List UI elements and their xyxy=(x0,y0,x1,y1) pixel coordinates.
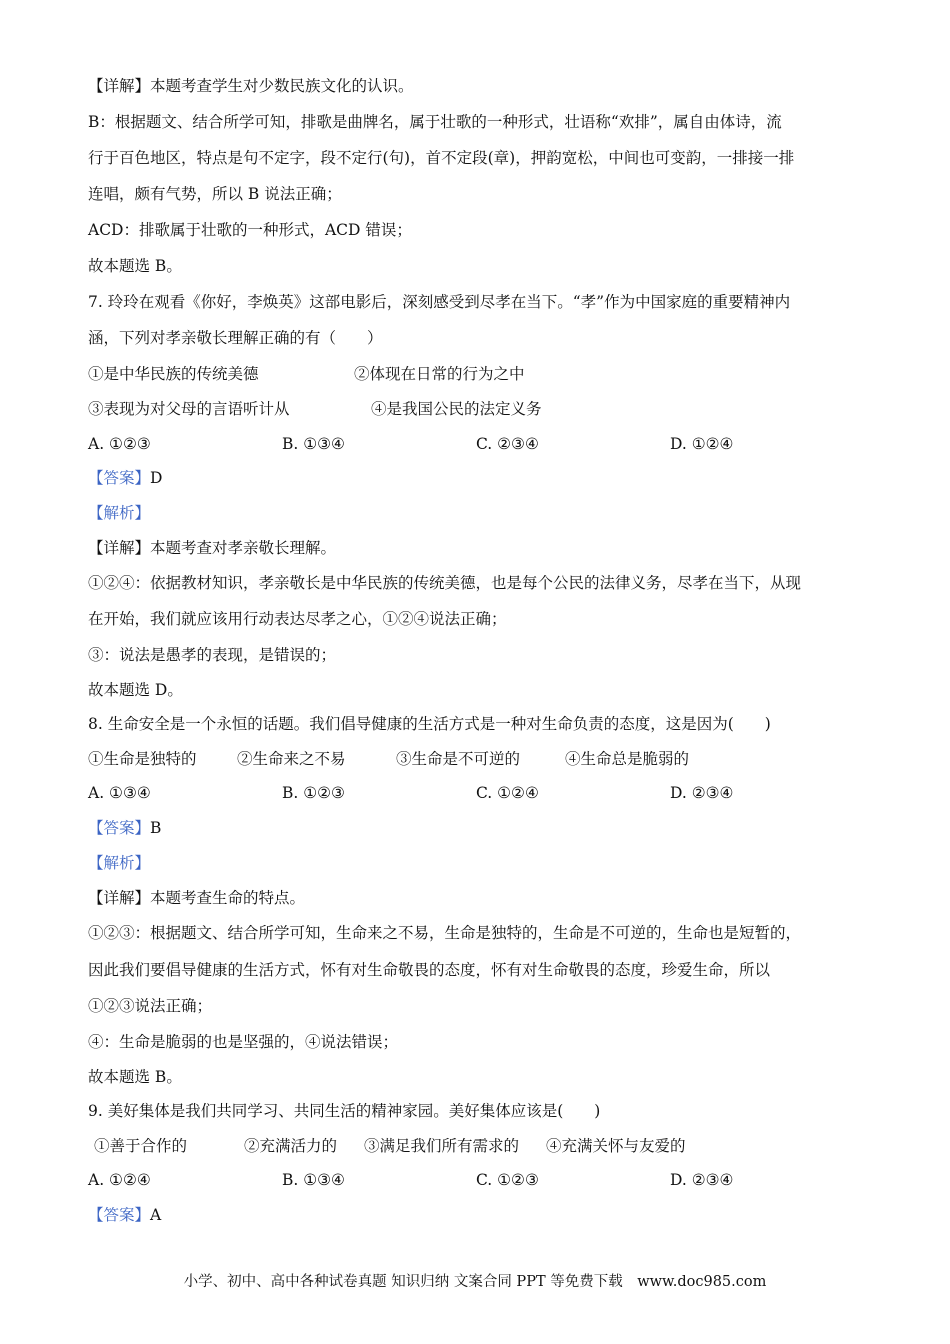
q9-item-1: ①善于合作的 xyxy=(94,1137,188,1155)
q7-detail: 【详解】本题考查对孝亲敬长理解。 xyxy=(88,539,337,557)
answer-label: 【答案】 xyxy=(88,1206,151,1224)
q9-answer: 【答案】A xyxy=(88,1206,162,1224)
q9-option-c: C. ①②③ xyxy=(476,1171,539,1189)
q6-detail: 【详解】本题考查学生对少数民族文化的认识。 xyxy=(88,77,414,95)
q9-item-2: ②充满活力的 xyxy=(244,1137,338,1155)
q8-conclusion: 故本题选 B。 xyxy=(88,1068,182,1086)
q9-item-3: ③满足我们所有需求的 xyxy=(364,1137,520,1155)
q9-stem: 9. 美好集体是我们共同学习、共同生活的精神家园。美好集体应该是( ) xyxy=(88,1102,601,1120)
q8-analysis-line4: ④：生命是脆弱的也是坚强的，④说法错误； xyxy=(88,1033,399,1051)
q9-option-b: B. ①③④ xyxy=(282,1171,345,1189)
detail-label: 【详解】 xyxy=(88,77,151,95)
q8-answer: 【答案】B xyxy=(88,819,162,837)
q7-item-4: ④是我国公民的法定义务 xyxy=(371,400,542,418)
q8-item-4: ④生命总是脆弱的 xyxy=(565,750,690,768)
detail-label: 【详解】 xyxy=(88,889,151,907)
q7-analysis-line3: ③：说法是愚孝的表现，是错误的； xyxy=(88,646,337,664)
q8-item-2: ②生命来之不易 xyxy=(237,750,346,768)
q7-item-2: ②体现在日常的行为之中 xyxy=(354,365,525,383)
q7-analysis-line2: 在开始，我们就应该用行动表达尽孝之心，①②④说法正确； xyxy=(88,610,507,628)
q8-option-a: A. ①③④ xyxy=(88,784,151,802)
q8-analysis-line3: ①②③说法正确； xyxy=(88,997,213,1015)
q7-option-a: A. ①②③ xyxy=(88,435,151,453)
q9-option-d: D. ②③④ xyxy=(670,1171,734,1189)
q7-answer: 【答案】D xyxy=(88,469,163,487)
q8-analysis-line2: 因此我们要倡导健康的生活方式，怀有对生命敬畏的态度，怀有对生命敬畏的态度，珍爱生命，所以 xyxy=(88,961,771,979)
q6-analysis-b-line2: 行于百色地区，特点是句不定字，段不定行(句)，首不定段(章)，押韵宽松，中间也可变韵，一排接一排 xyxy=(88,149,795,167)
q7-item-1: ①是中华民族的传统美德 xyxy=(88,365,259,383)
q7-stem-line1: 7. 玲玲在观看《你好，李焕英》这部电影后，深刻感受到尽孝在当下。“孝”作为中国家庭的重要精神内 xyxy=(88,293,791,311)
answer-label: 【答案】 xyxy=(88,469,151,487)
q8-detail: 【详解】本题考查生命的特点。 xyxy=(88,889,306,907)
q7-item-3: ③表现为对父母的言语听计从 xyxy=(88,400,290,418)
q8-option-b: B. ①②③ xyxy=(282,784,345,802)
q7-conclusion: 故本题选 D。 xyxy=(88,681,183,699)
answer-label: 【答案】 xyxy=(88,819,151,837)
q7-analysis-line1: ①②④：依据教材知识，孝亲敬长是中华民族的传统美德，也是每个公民的法律义务，尽孝在当下，从现 xyxy=(88,574,802,592)
q7-stem-line2: 涵，下列对孝亲敬长理解正确的有（ ） xyxy=(88,329,383,347)
q8-option-d: D. ②③④ xyxy=(670,784,734,802)
q9-option-a: A. ①②④ xyxy=(88,1171,151,1189)
q6-analysis-acd: ACD：排歌属于壮歌的一种形式，ACD 错误； xyxy=(88,221,412,239)
q6-analysis-b-line1: B：根据题文、结合所学可知，排歌是曲牌名，属于壮歌的一种形式，壮语称“欢排”，属自由体诗，流 xyxy=(88,113,782,131)
q7-option-d: D. ①②④ xyxy=(670,435,734,453)
q8-option-c: C. ①②④ xyxy=(476,784,539,802)
q7-analysis-label: 【解析】 xyxy=(88,504,151,522)
q8-item-3: ③生命是不可逆的 xyxy=(396,750,521,768)
q7-option-b: B. ①③④ xyxy=(282,435,345,453)
q9-item-4: ④充满关怀与友爱的 xyxy=(546,1137,686,1155)
q8-item-1: ①生命是独特的 xyxy=(88,750,197,768)
q8-analysis-label: 【解析】 xyxy=(88,854,151,872)
q6-analysis-b-line3: 连唱，颇有气势，所以 B 说法正确； xyxy=(88,185,342,203)
q7-option-c: C. ②③④ xyxy=(476,435,539,453)
footer-text: 小学、初中、高中各种试卷真题 知识归纳 文案合同 PPT 等免费下载 www.doc985.com xyxy=(183,1274,767,1290)
q6-conclusion: 故本题选 B。 xyxy=(88,257,182,275)
detail-label: 【详解】 xyxy=(88,539,151,557)
q8-stem: 8. 生命安全是一个永恒的话题。我们倡导健康的生活方式是一种对生命负责的态度，这是因为( ) xyxy=(88,715,771,733)
q8-analysis-line1: ①②③：根据题文、结合所学可知，生命来之不易，生命是独特的，生命是不可逆的，生命也是短暂的， xyxy=(88,924,802,942)
